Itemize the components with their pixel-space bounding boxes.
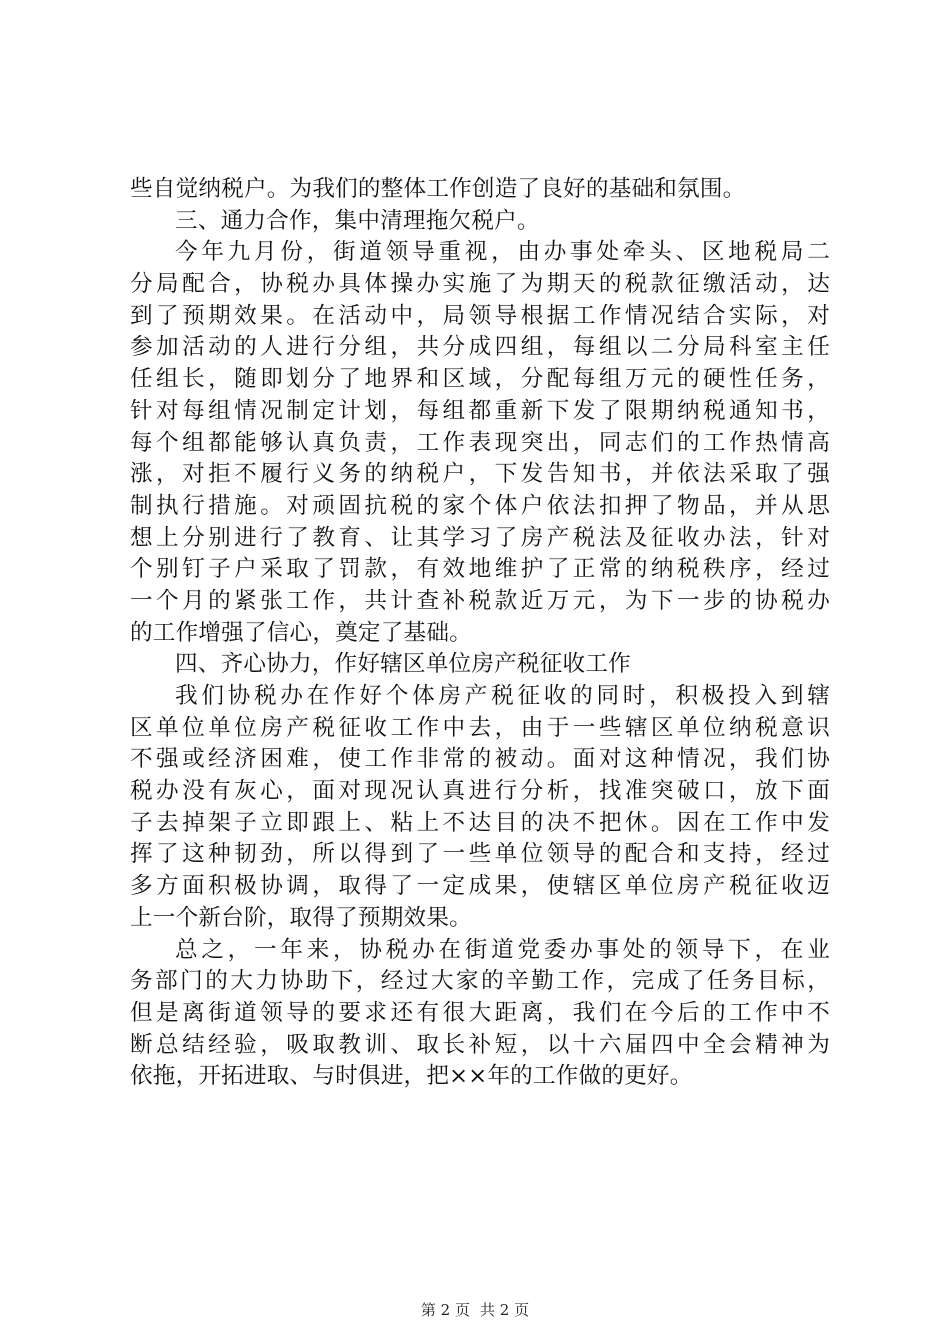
text-line: 分局配合，协税办具体操办实施了为期天的税款征缴活动，达 — [130, 271, 830, 298]
text-line: 多方面积极协调，取得了一定成果，使辖区单位房产税征收迈 — [130, 873, 830, 900]
text-line: 一个月的紧张工作，共计查补税款近万元，为下一步的协税办 — [130, 587, 830, 614]
text-line: 区单位单位房产税征收工作中去，由于一些辖区单位纳税意识 — [130, 714, 830, 741]
document-body — [130, 174, 830, 1093]
text-line: 个别钉子户采取了罚款，有效地维护了正常的纳税秩序，经过 — [130, 556, 830, 583]
text-line: 到了预期效果。在活动中，局领导根据工作情况结合实际，对 — [130, 302, 830, 329]
text-line: 挥了这种韧劲，所以得到了一些单位领导的配合和支持，经过 — [130, 841, 830, 868]
text-line: 些自觉纳税户。为我们的整体工作创造了良好的基础和氛围。 — [130, 176, 746, 202]
text-line: 今年九月份，街道领导重视，由办事处牵头、区地税局二 — [175, 239, 830, 266]
page-number: 第 2 页 — [420, 1301, 470, 1319]
text-line: 但是离街道领导的要求还有很大距离，我们在今后的工作中不 — [130, 999, 830, 1026]
text-line: 的工作增强了信心，奠定了基础。 — [130, 619, 472, 646]
text-line: 总之，一年来，协税办在街道党委办事处的领导下，在业 — [175, 936, 830, 963]
text-line: 务部门的大力协助下，经过大家的辛勤工作，完成了任务目标， — [130, 968, 830, 995]
text-line: 我们协税办在作好个体房产税征收的同时，积极投入到辖 — [175, 683, 830, 709]
page-footer — [0, 1300, 950, 1320]
text-line: 针对每组情况制定计划，每组都重新下发了限期纳税通知书， — [130, 397, 830, 424]
text-line: 税办没有灰心，面对现况认真进行分析，找准突破口，放下面 — [130, 778, 830, 805]
page-total: 共 2 页 — [480, 1301, 530, 1319]
text-line: 每个组都能够认真负责，工作表现突出，同志们的工作热情高 — [130, 429, 830, 456]
text-line: 涨，对拒不履行义务的纳税户，下发告知书，并依法采取了强 — [130, 461, 830, 488]
text-line: 想上分别进行了教育、让其学习了房产税法及征收办法，针对 — [130, 524, 830, 551]
text-line: 任组长，随即划分了地界和区域，分配每组万元的硬性任务， — [130, 366, 830, 393]
text-line: 参加活动的人进行分组，共分成四组，每组以二分局科室主任 — [130, 334, 830, 361]
text-line: 四、齐心协力，作好辖区单位房产税征收工作 — [175, 651, 631, 678]
text-line: 子去掉架子立即跟上、粘上不达目的决不把休。因在工作中发 — [130, 809, 830, 836]
text-line: 依拖，开拓进取、与时俱进，把××年的工作做的更好。 — [130, 1063, 693, 1090]
text-line: 三、通力合作，集中清理拖欠税户。 — [175, 207, 540, 234]
text-line: 上一个新台阶，取得了预期效果。 — [130, 904, 472, 931]
text-line: 断总结经验，吸取教训、取长补短，以十六届四中全会精神为 — [130, 1031, 830, 1058]
text-line: 不强或经济困难，使工作非常的被动。面对这种情况，我们协 — [130, 746, 830, 773]
text-line: 制执行措施。对顽固抗税的家个体户依法扣押了物品，并从思 — [130, 492, 830, 519]
